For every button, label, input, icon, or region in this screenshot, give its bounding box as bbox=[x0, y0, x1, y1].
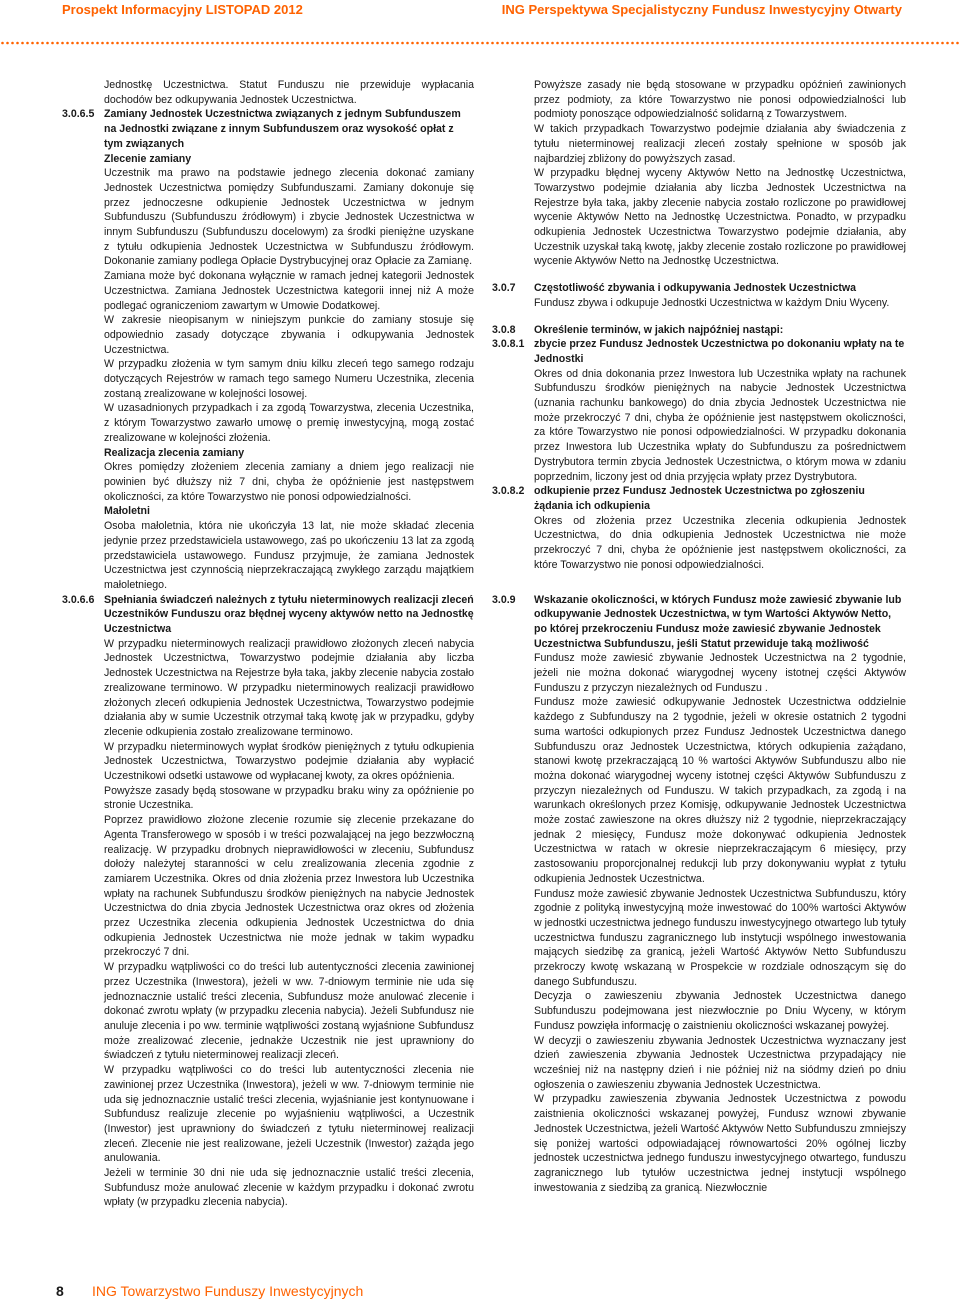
header-document-title: Prospekt Informacyjny LISTOPAD 2012 bbox=[62, 2, 303, 17]
paragraph: Fundusz może zawiesić odkupywanie Jednostek Uczestnictwa oddzielnie każdego z Subfunduszy na 2 tygodnie, jeżeli w okresie ostatnich 2 tygodni suma wartości odkupionych przez Fundusz Jednostek Uczestnictwa danego Subfunduszu oraz Jednostek Uczestnictwa, których odkupienia zażądano, stanowi kwotę przekraczającą 10 % wartości Aktywów Subfunduszu albo nie można dokonać wiarygodnej wyceny istotnej części Aktywów Subfunduszu z przyczyn niezależnych od Funduszu. W takich przypadkach, za zgodą i na warunkach określonych przez Komisję, odkupywanie Jednostek Uczestnictwa może zostać zawieszone na okres dłuższy niż 2 tygodnie, nieprzekraczający jednak 2 miesięcy, Fundusz może dokonywać odkupienia Jednostek Uczestnictwa w ratach w okresie nieprzekraczającym 6 miesięcy, przy zastosowaniu proporcjonalnej redukcji lub przy dokonywaniu wypłat z tytułu odkupienia Jednostek Uczestnictwa. bbox=[534, 696, 906, 885]
section-number: 3.0.6.6 bbox=[62, 593, 95, 606]
subheading-realizacja: Realizacja zlecenia zamiany bbox=[104, 446, 245, 459]
subheading-zlecenie-zamiany: Zlecenie zamiany bbox=[104, 152, 192, 165]
right-column bbox=[492, 78, 906, 1195]
section-3066 bbox=[62, 593, 474, 1211]
section-number: 3.0.9 bbox=[492, 593, 516, 606]
paragraph: Zamiana może być dokonana wyłącznie w ramach jednej kategorii Jednostek Uczestnictwa. Zamiana Jednostek Uczestnictwa kategorii innej niż A może podlegać ograniczeniom zawartym w Umowie Dodatkowej. bbox=[104, 270, 474, 312]
paragraph: Fundusz zbywa i odkupuje Jednostki Uczestnictwa w każdym Dniu Wyceny. bbox=[534, 296, 890, 309]
paragraph: W przypadku zawieszenia zbywania Jednostek Uczestnictwa z powodu zaistnienia okoliczności wskazanej powyżej, Fundusz wznowi zbywanie Jednostek Uczestnictwa, jeżeli Wartość Aktywów Netto Subfunduszu zmniejszy się poniżej wartości odpowiadającej równowartości 20% ogólnej liczby jednostek uczestnictwa jednego funduszu inwestycyjnego otwartego, funduszu zagranicznego lub tytułów uczestnictwa jednej instytucji wspólnego inwestowania z siedzibą za granicą. Niezwłocznie bbox=[534, 1093, 906, 1194]
section-title: Zamiany Jednostek Uczestnictwa związanych z jednym Subfunduszem na Jednostki związane z innym Subfunduszem oraz wysokość opłat z tym związanych bbox=[104, 108, 461, 150]
paragraph: W przypadku wątpliwości co do treści lub autentyczności zlecenia zawinionej przez Uczestnika (Inwestora), jeżeli w ww. 7-dniowym terminie nie uda się jednoznacznie ustalić treści zlecenia, Subfundusz może anulować zlecenie i dokonać zwrotu wpłaty (w przypadku zlecenia nabycia). Jeżeli Subfundusz nie anuluje zlecenia i po ww. terminie wątpliwości zostaną wyjaśnione Subfundusz może zrealizować zlecenie, jednakże Uczestnik nie jest uprawniony do świadczeń z tytułu nieterminowej realizacji zleceń. bbox=[104, 961, 474, 1062]
section-number: 3.0.8 bbox=[492, 323, 516, 336]
paragraph: Decyzja o zawieszeniu zbywania Jednostek Uczestnictwa danego Subfunduszu podejmowana jest niezwłocznie po Dniu Wyceny, w którym Fundusz powzięła informację o zaistnieniu okoliczności wskazanej powyżej. bbox=[534, 990, 906, 1032]
section-title: Określenie terminów, w jakich najpóźniej nastąpi: bbox=[534, 323, 784, 336]
paragraph: W przypadku błędnej wyceny Aktywów Netto na Jednostkę Uczestnictwa, Towarzystwo podejmie działania aby liczba Jednostek Uczestnictwa na Rejestrze była taka, jakby zlecenie nabycia zostało rozliczone po prawidłowej wycenie Aktywów Netto na Jednostkę Uczestnictwa. Ponadto, w przypadku odkupienia Jednostek Uczestnictwa Towarzystwo podejmie działania, aby Uczestnik uzyskał taką kwotę, jakby zlecenie zostało rozliczone po prawidłowej wycenie Aktywów Netto na Jednostkę Uczestnictwa. bbox=[534, 167, 906, 268]
paragraph: Fundusz może zawiesić zbywanie Jednostek Uczestnictwa na 2 tygodnie, jeżeli nie można dokonać wiarygodnej wyceny istotnej części Aktywów Funduszu z przyczyn niezależnych od Funduszu . bbox=[534, 652, 906, 694]
paragraph: Jeżeli w terminie 30 dni nie uda się jednoznacznie ustalić treści zlecenia, Subfundusz może anulować zlecenie w każdym przypadku i dokonać zwrotu wpłaty (w przypadku zlecenia nabycia). bbox=[104, 1167, 474, 1209]
paragraph: Okres od złożenia przez Uczestnika zlecenia odkupienia Jednostek Uczestnictwa, do dnia odkupienia Jednostek Uczestnictwa nie może przekroczyć 7 dni, chyba że opóźnienie jest następstwem okoliczności, za które Towarzystwo nie ponosi odpowiedzialności. bbox=[534, 514, 906, 571]
section-3065 bbox=[62, 107, 474, 592]
paragraph: W przypadku wątpliwości co do treści lub autentyczności zlecenia nie zawinionej przez Uczestnika (Inwestora), jeżeli w ww. 7-dniowym terminie nie uda się jednoznacznie ustalić treści zlecenia, wyjaśnianie jest kontynuowane i Subfundusz realizuje zlecenie po wyjaśnieniu wątpliwości, a Uczestnik (Inwestor) jest uprawniony do świadczeń z tytułu nieterminowej realizacji zleceń. Zlecenie nie jest realizowane, jeżeli Uczestnik (Inwestor) zażąda jego anulowania. bbox=[104, 1064, 474, 1165]
paragraph: Uczestnik ma prawo na podstawie jednego zlecenia dokonać zamiany Jednostek Uczestnictwa pomiędzy Subfunduszami. Zamiany dokonuje się przez jednoczesne odkupienie Jednostek Uczestnictwa w jednym Subfunduszu (Subfunduszu źródłowym) i zbycie Jednostek Uczestnictwa w innym Subfunduszu (Subfunduszu docelowym) za środki pieniężne uzyskane z tytułu odkupienia Jednostek Uczestnictwa w Subfunduszu źródłowym. Dokonanie zamiany podlega Opłacie Dystrybucyjnej oraz Opłacie za Zamianę. bbox=[104, 167, 474, 268]
paragraph: Okres od dnia dokonania przez Inwestora lub Uczestnika wpłaty na rachunek Subfunduszu środków pieniężnych na nabycie Jednostek Uczestnictwa (uznania rachunku bankowego) do dnia zbycia Jednostek Uczestnictwa nie może przekroczyć 7 dni, chyba że opóźnienie jest następstwem okoliczności, za które Towarzystwo nie ponosi odpowiedzialności. W przypadku dokonania przez Inwestora lub Uczestnika wpłaty do Subfunduszu za pośrednictwem Dystrybutora termin zbycia Jednostek Uczestnictwa, o którym mowa w zdaniu poprzednim, liczony jest od dnia przyjęcia wpłaty przez Dystrybutora. bbox=[534, 367, 906, 483]
section-title: Spełniania świadczeń należnych z tytułu nieterminowych realizacji zleceń Uczestników Funduszu oraz błędnej wyceny aktywów netto na Jednostkę Uczestnictwa bbox=[104, 593, 474, 636]
paragraph: Okres pomiędzy złożeniem zlecenia zamiany a dniem jego realizacji nie powinien być dłuższy niż 7 dni, chyba że opóźnienie jest następstwem okoliczności, za które Towarzystwo nie ponosi odpowiedzialności. bbox=[104, 461, 474, 503]
paragraph: Powyższe zasady nie będą stosowane w przypadku opóźnień zawinionych przez podmioty, za które Towarzystwo nie ponosi odpowiedzialności lub podmioty ponoszące odpowiedzialność solidarną z Towarzystwem. bbox=[534, 79, 906, 121]
section-number: 3.0.8.2 bbox=[492, 485, 525, 498]
section-number: 3.0.7 bbox=[492, 282, 516, 295]
paragraph: W zakresie nieopisanym w niniejszym punkcie do zamiany stosuje się odpowiednio zasady dotyczące zbywania i odkupywania Jednostek Uczestnictwa. bbox=[104, 314, 474, 356]
section-307 bbox=[492, 281, 906, 310]
paragraph: W przypadku nieterminowych wypłat środków pieniężnych z tytułu odkupienia Jednostek Uczestnictwa, Towarzystwo podejmie działania aby wypłacić Uczestnikowi odsetki ustawowe od wypłacanej kwoty, za okres opóźnienia. bbox=[104, 740, 474, 783]
section-title: Częstotliwość zbywania i odkupywania Jednostek Uczestnictwa bbox=[534, 282, 857, 295]
paragraph: W decyzji o zawieszeniu zbywania Jednostek Uczestnictwa wyznaczany jest dzień zawieszenia zbywania Jednostek Uczestnictwa przypadający nie wcześniej niż na następny dzień i nie później niż na siódmy dzień po dniu ogłoszenia o zawieszeniu zbywania Jednostek Uczestnictwa. bbox=[534, 1034, 906, 1091]
dotted-divider bbox=[0, 40, 960, 46]
section-number: 3.0.8.1 bbox=[492, 338, 525, 351]
paragraph: Poprzez prawidłowo złożone zlecenie rozumie się zlecenie przekazane do Agenta Transferowego w sposób i w treści pozwalającej na jego bezzwłoczną realizację. W przypadku drobnych nieprawidłowości w zleceniu, Subfundusz dołoży należytej staranności w celu zrealizowania zlecenia zgodnie z zamiarem Uczestnika. Okres od dnia złożenia przez Inwestora lub Uczestnika wpłaty na rachunek Subfunduszu środków pieniężnych na nabycie Jednostek Uczestnictwa do dnia zbycia Jednostek Uczestnictwa oraz okres od złożenia przez Uczestnika zlecenia odkupienia Jednostek Uczestnictwa do dnia odkupienia Jednostek Uczestnictwa nie może jednak w takim wypadku przekroczyć 7 dni. bbox=[104, 814, 474, 959]
paragraph: W przypadku złożenia w tym samym dniu kilku zleceń tego samego rodzaju dotyczących Rejestrów w ramach tego samego Numeru Uczestnika, zlecenia zostaną zrealizowane w kolejności losowej. bbox=[104, 358, 474, 400]
section-308 bbox=[492, 323, 906, 338]
section-number: 3.0.6.5 bbox=[62, 108, 95, 121]
section-3081 bbox=[492, 337, 906, 484]
page-number: 8 bbox=[56, 1283, 64, 1299]
paragraph: W takich przypadkach Towarzystwo podejmie działania aby świadczenia z tytułu nieterminowej realizacji zleceń zostały spełnione w sposób jak najbardziej zbliżony do powyższych zasad. bbox=[534, 123, 906, 165]
paragraph: Fundusz może zawiesić zbywanie Jednostek Uczestnictwa Subfunduszu, który zgodnie z polityką inwestycyjną może inwestować do 100% wartości Aktywów w jednostki uczestnictwa jednego funduszu inwestycyjnego otwartego lub tytuły uczestnictwa funduszu zagranicznego lub instytucji wspólnego inwestowania mających siedzibę za granicą, jeżeli Wartość Aktywów Netto Subfunduszu przekroczy kwotę wskazaną w Prospekcie w rozdziale odnoszącym się do danego Subfunduszu. bbox=[534, 887, 906, 988]
paragraph: W przypadku nieterminowych realizacji prawidłowo złożonych zleceń nabycia Jednostek Uczestnictwa, Towarzystwo podejmie działania aby liczba Jednostek Uczestnictwa na Rejestrze była taka, jakby zlecenie nabycia zostało zrealizowane terminowo. W przypadku nieterminowych realizacji prawidłowo złożonych zleceń odkupienia Jednostek Uczestnictwa, Towarzystwo podejmie działania aby w sumie Uczestnik otrzymał taką kwotę jak w przypadku, gdyby zlecenie odkupienia zostało zrealizowane terminowo. bbox=[104, 637, 474, 738]
section-title: Wskazanie okoliczności, w których Fundusz może zawiesić zbywanie lub odkupywanie Jednostek Uczestnictwa, w tym Wartości Aktywów Netto, po której przekroczeniu Fundusz może zawiesić zbywanie Jednostek Uczestnictwa Subfunduszu, jeśli Statut przewiduje taką możliwość bbox=[534, 593, 902, 650]
section-3082 bbox=[492, 484, 906, 572]
paragraph: W uzasadnionych przypadkach i za zgodą Towarzystwa, zlecenia Uczestnika, z którym Towarzystwo zawarło umowę o premię inwestycyjną, mogą zostać zrealizowane w kolejności złożenia. bbox=[104, 402, 474, 444]
header-fund-name: ING Perspektywa Specjalistyczny Fundusz Inwestycyjny Otwarty bbox=[501, 2, 902, 17]
section-title: zbycie przez Fundusz Jednostek Uczestnictwa po dokonaniu wpłaty na te Jednostki bbox=[534, 338, 905, 365]
page-header bbox=[0, 0, 960, 22]
paragraph: Powyższe zasady będą stosowane w przypadku braku winy za opóźnienie po stronie Uczestnika. bbox=[104, 784, 474, 812]
section-title: odkupienie przez Fundusz Jednostek Uczestnictwa po zgłoszeniu żądania ich odkupienia bbox=[534, 485, 865, 512]
subheading-maloletni: Małoletni bbox=[104, 505, 150, 518]
section-309 bbox=[492, 593, 906, 1196]
footer-company-name: ING Towarzystwo Funduszy Inwestycyjnych bbox=[92, 1283, 364, 1299]
left-column bbox=[62, 78, 474, 1210]
paragraph: Osoba małoletnia, która nie ukończyła 13 lat, nie może składać zlecenia jedynie przez przedstawiciela ustawowego, zaś po ukończeniu 13 lat za zgodą przedstawiciela ustawowego. Fundusz przyjmuje, że zamiana Jednostek Uczestnictwa jest czynnością nieprzekraczającą zwykłego zarządu majątkiem małoletniego. bbox=[104, 520, 474, 591]
intro-paragraph: Jednostkę Uczestnictwa. Statut Funduszu nie przewiduje wypłacania dochodów bez odkupywania Jednostek Uczestnictwa. bbox=[104, 79, 474, 106]
